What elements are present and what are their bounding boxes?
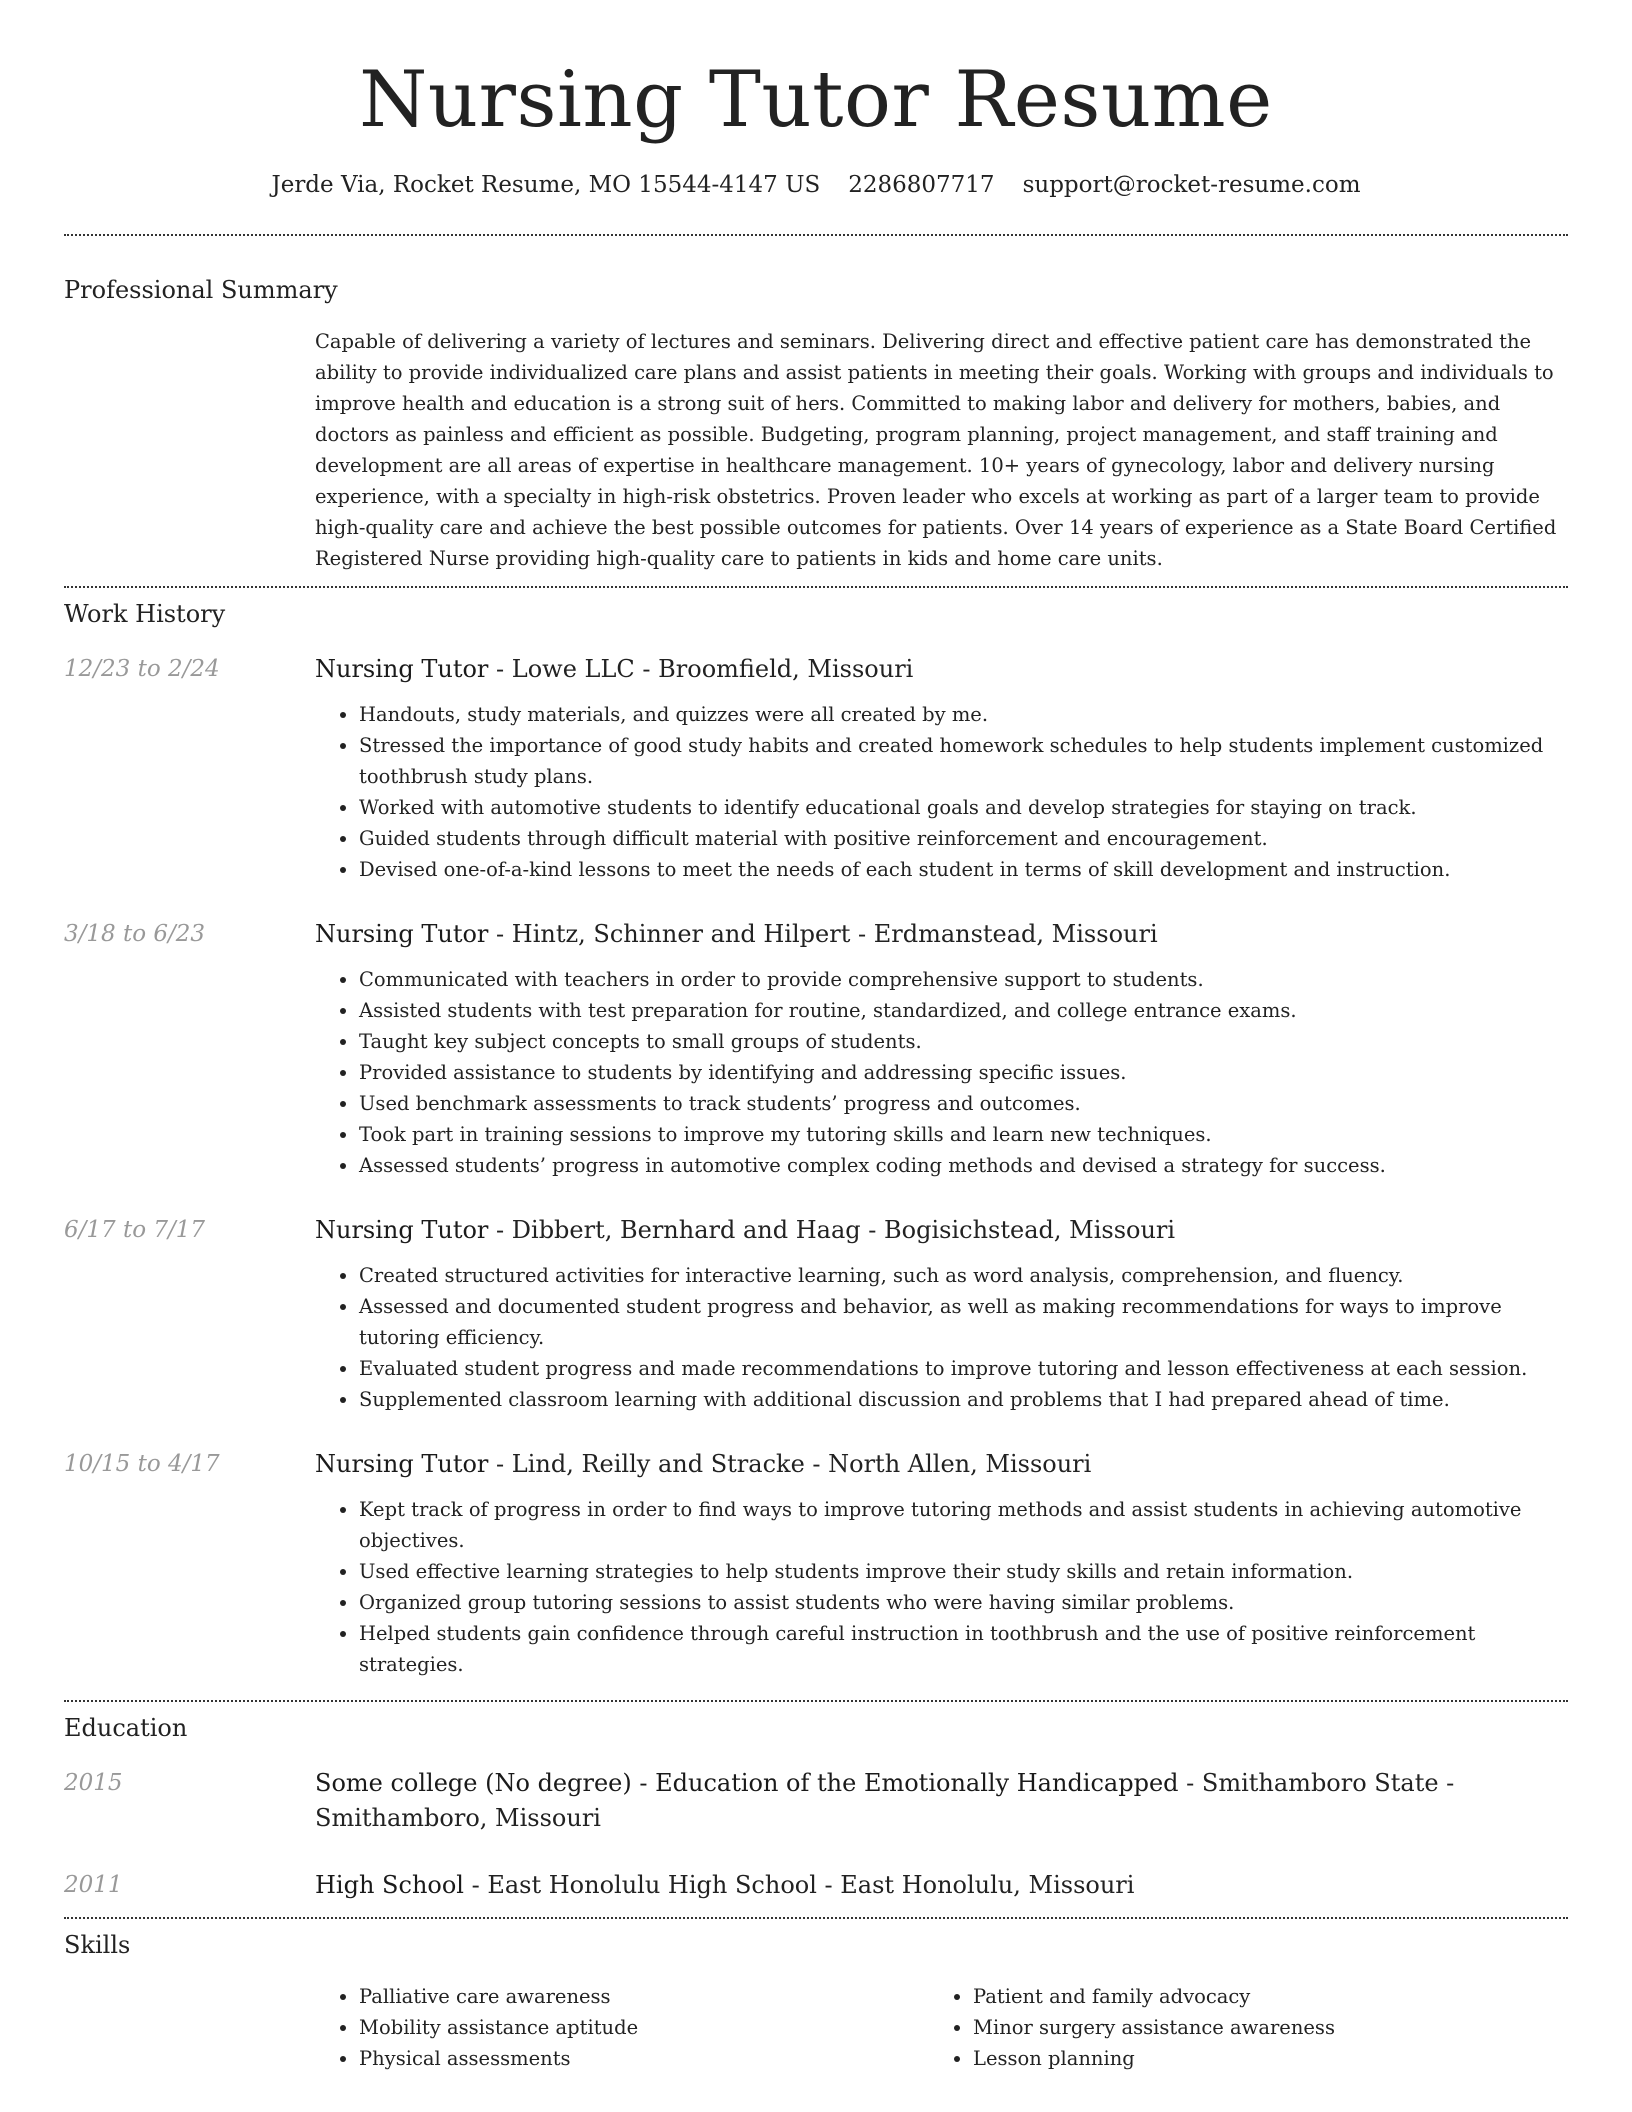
job-header: [315, 652, 1568, 687]
section-title-summary: Professional Summary: [64, 276, 338, 304]
skill-item: • Lesson planning: [973, 2043, 1543, 2074]
education-year: 2015: [64, 1770, 123, 1796]
education-header: [315, 1868, 1568, 1903]
job-body: [315, 1447, 1568, 1680]
skill-item: • Palliative care awareness: [359, 1981, 929, 2012]
divider: [64, 1700, 1568, 1702]
list-item: • Taught key subject concepts to small groups of students.: [359, 1026, 1568, 1057]
list-item: • Provided assistance to students by identifying and addressing specific issues.: [359, 1057, 1568, 1088]
page-title: Nursing Tutor Resume: [359, 55, 1273, 145]
job-dates: 3/18 to 6/23: [64, 921, 206, 947]
education-details: - Smithamboro State - Smithamboro, Missouri: [315, 1769, 1455, 1832]
education-body: [315, 1868, 1568, 1903]
job-dates: 10/15 to 4/17: [64, 1451, 220, 1477]
job-body: [315, 1213, 1568, 1415]
job-title: Nursing Tutor: [315, 1216, 489, 1244]
list-item: • Worked with automotive students to identify educational goals and develop strategies for staying on track.: [359, 792, 1568, 823]
job-entry: [64, 1447, 1568, 1680]
skill-item: • Physical assessments: [359, 2043, 929, 2074]
list-item: • Assisted students with test preparation for routine, standardized, and college entrance exams.: [359, 995, 1568, 1026]
list-item: • Handouts, study materials, and quizzes were all created by me.: [359, 699, 1568, 730]
job-bullets: [315, 699, 1568, 885]
education-entry: [64, 1766, 1568, 1836]
resume-page: [64, 0, 1568, 2074]
job-entry: [64, 1213, 1568, 1415]
list-item: • Devised one-of-a-kind lessons to meet the needs of each student in terms of skill development and instruction.: [359, 854, 1568, 885]
job-bullets: [315, 964, 1568, 1181]
skill-item: • Patient and family advocacy: [973, 1981, 1543, 2012]
contact-email: support@rocket-resume.com: [1022, 172, 1361, 198]
list-item: • Guided students through difficult material with positive reinforcement and encouragement.: [359, 823, 1568, 854]
list-item: • Supplemented classroom learning with additional discussion and problems that I had prepared ahead of time.: [359, 1384, 1568, 1415]
list-item: • Helped students gain confidence through careful instruction in toothbrush and the use of positive reinforcement strategies.: [359, 1618, 1568, 1680]
job-header: [315, 1213, 1568, 1248]
list-item: • Kept track of progress in order to find ways to improve tutoring methods and assist students in achieving automotive objectives.: [359, 1494, 1568, 1556]
skill-item: • Mobility assistance aptitude: [359, 2012, 929, 2043]
contact-address: Jerde Via, Rocket Resume, MO 15544-4147 US: [271, 172, 821, 198]
list-item: • Used benchmark assessments to track students’ progress and outcomes.: [359, 1088, 1568, 1119]
section-title-work: Work History: [64, 600, 226, 628]
list-item: • Stressed the importance of good study habits and created homework schedules to help students implement customized toothbrush study plans.: [359, 730, 1568, 792]
skill-item: • Minor surgery assistance awareness: [973, 2012, 1543, 2043]
job-body: [315, 652, 1568, 885]
skills-list: [315, 1981, 1568, 2074]
list-item: • Assessed and documented student progress and behavior, as well as making recommendations for ways to improve tutoring efficiency.: [359, 1291, 1568, 1353]
job-title: Nursing Tutor: [315, 655, 489, 683]
job-details: - Lowe LLC - Broomfield, Missouri: [488, 655, 914, 683]
job-title: Nursing Tutor: [315, 920, 489, 948]
list-item: • Created structured activities for interactive learning, such as word analysis, comprehension, and fluency.: [359, 1260, 1568, 1291]
divider: [64, 234, 1568, 236]
job-bullets: [315, 1260, 1568, 1415]
skills-column-left: [315, 1981, 929, 2074]
section-title-education: Education: [64, 1714, 188, 1742]
job-header: [315, 917, 1568, 952]
education-entry: [64, 1868, 1568, 1903]
list-item: • Took part in training sessions to improve my tutoring skills and learn new techniques.: [359, 1119, 1568, 1150]
divider: [64, 586, 1568, 588]
contact-line: [64, 170, 1568, 200]
job-entry: [64, 917, 1568, 1181]
education-year: 2011: [64, 1872, 123, 1898]
job-details: - Dibbert, Bernhard and Haag - Bogisichstead, Missouri: [488, 1216, 1176, 1244]
job-bullets: [315, 1494, 1568, 1680]
job-entry: [64, 652, 1568, 885]
section-title-skills: Skills: [64, 1931, 131, 1959]
job-details: - Lind, Reilly and Stracke - North Allen, Missouri: [488, 1450, 1092, 1478]
list-item: • Communicated with teachers in order to provide comprehensive support to students.: [359, 964, 1568, 995]
divider: [64, 1917, 1568, 1919]
education-degree: Some college (No degree) - Education of the Emotionally Handicapped: [315, 1769, 1179, 1797]
job-dates: 12/23 to 2/24: [64, 656, 220, 682]
job-title: Nursing Tutor: [315, 1450, 489, 1478]
job-body: [315, 917, 1568, 1181]
education-header: [315, 1766, 1568, 1836]
education-details: - East Honolulu High School - East Honolulu, Missouri: [463, 1871, 1135, 1899]
job-dates: 6/17 to 7/17: [64, 1217, 206, 1243]
list-item: • Assessed students’ progress in automotive complex coding methods and devised a strategy for success.: [359, 1150, 1568, 1181]
list-item: • Organized group tutoring sessions to assist students who were having similar problems.: [359, 1587, 1568, 1618]
list-item: • Used effective learning strategies to help students improve their study skills and retain information.: [359, 1556, 1568, 1587]
job-details: - Hintz, Schinner and Hilpert - Erdmanstead, Missouri: [488, 920, 1158, 948]
contact-phone: 2286807717: [848, 172, 995, 198]
list-item: • Evaluated student progress and made recommendations to improve tutoring and lesson effectiveness at each session.: [359, 1353, 1568, 1384]
job-header: [315, 1447, 1568, 1482]
summary-text: Capable of delivering a variety of lectures and seminars. Delivering direct and effective patient care has demonstrated the ability to provide individualized care plans and assist patients in meeting their goals. Working with groups and individuals to improve health and education is a strong suit of hers. Committed to making labor and delivery for mothers, babies, and doctors as painless and efficient as possible. Budgeting, program planning, project management, and staff training and development are all areas of expertise in healthcare management. 10+ years of gynecology, labor and delivery nursing experience, with a specialty in high-risk obstetrics. Proven leader who excels at working as part of a larger team to provide high-quality care and achieve the best possible outcomes for patients. Over 14 years of experience as a State Board Certified Registered Nurse providing high-quality care to patients in kids and home care units.: [315, 330, 1557, 570]
education-body: [315, 1766, 1568, 1836]
skills-column-right: [929, 1981, 1543, 2074]
education-degree: High School: [315, 1871, 464, 1899]
